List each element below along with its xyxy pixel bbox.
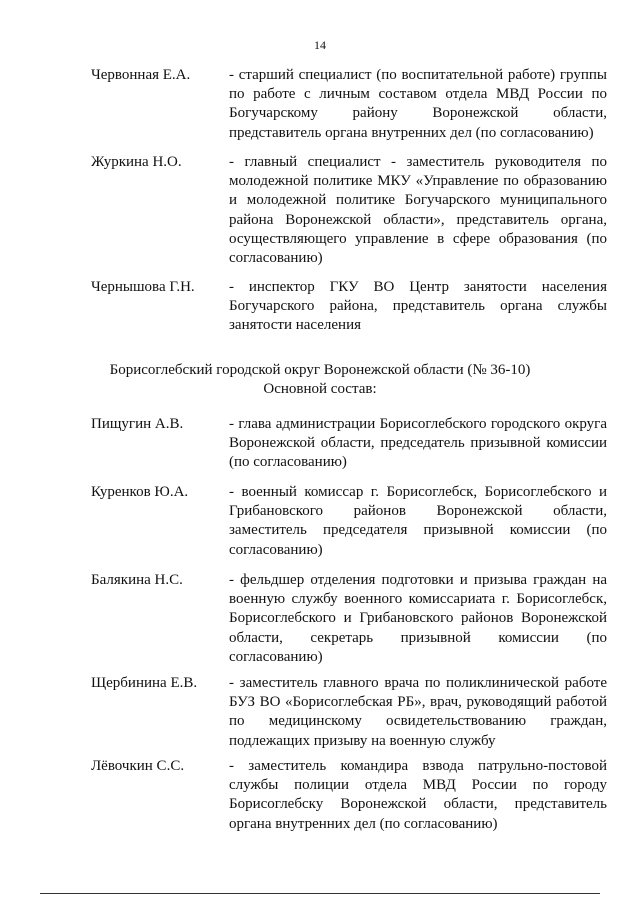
member-role: - инспектор ГКУ ВО Центр занятости населения Богучарского района, представитель органа службы занятости населения: [229, 279, 607, 334]
member-role: - заместитель командира взвода патрульно-постовой службы полиции отдела МВД России по городу Борисоглебску Воронежской области, представитель органа внутренних дел (по согласованию): [229, 758, 607, 832]
member-role: - военный комиссар г. Борисоглебск, Борисоглебского и Грибановского районов Воронежской области, заместитель председателя призывной комиссии (по согласованию): [229, 484, 607, 558]
section-title: Борисоглебский городской округ Воронежской области (№ 36-10): [109, 362, 531, 378]
member-name: Червонная Е.А.: [91, 67, 191, 83]
page-number: 14: [314, 38, 326, 52]
section-subtitle: Основной состав:: [263, 381, 377, 397]
member-name: Щербинина Е.В.: [91, 675, 198, 691]
member-name: Чернышова Г.Н.: [91, 279, 195, 295]
member-name: Пищугин А.В.: [91, 416, 184, 432]
member-name: Лёвочкин С.С.: [91, 758, 185, 774]
member-name: Балякина Н.С.: [91, 572, 183, 588]
member-name: Куренков Ю.А.: [91, 484, 189, 500]
member-name: Журкина Н.О.: [91, 154, 182, 170]
bottom-rule: [40, 893, 600, 894]
member-role: - фельдшер отделения подготовки и призыва граждан на военную службу военного комиссариата г. Борисоглебск, Борисоглебского и Грибановского районов Воронежской области, секретарь призывной комиссии (по согласованию): [229, 572, 607, 665]
member-role: - главный специалист - заместитель руководителя по молодежной политике МКУ «Управление по образованию и молодежной политике Богучарского муниципального района Воронежской области», представитель органа, осуществляющего управление в сфере образования (по согласованию): [229, 154, 607, 267]
member-role: - старший специалист (по воспитательной работе) группы по работе с личным составом отдела МВД России по Богучарскому району Воронежской области, представитель органа внутренних дел (по согласованию): [229, 67, 607, 141]
member-role: - глава администрации Борисоглебского городского округа Воронежской области, председатель призывной комиссии (по согласованию): [229, 416, 607, 471]
member-role: - заместитель главного врача по поликлинической работе БУЗ ВО «Борисоглебская РБ», врач, руководящий работой по медицинскому освидетельствованию граждан, подлежащих призыву на военную службу: [229, 675, 607, 749]
